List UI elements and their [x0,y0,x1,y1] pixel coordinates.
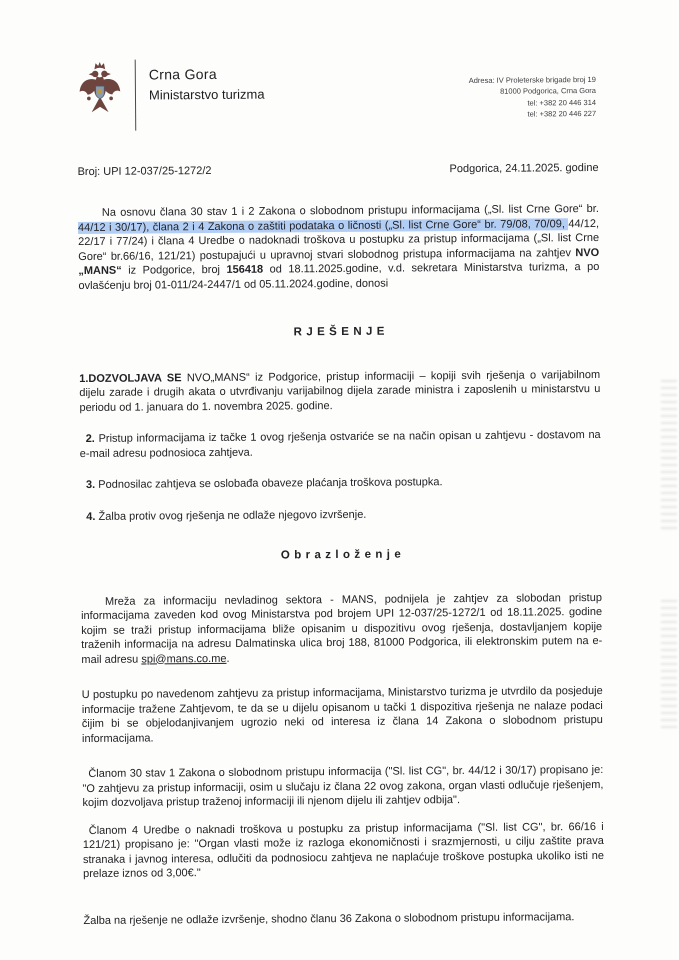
decision-item-text: NVO„MANS“ iz Podgorice, pristup informaciji – kopiji svih rješenja o varijabilnom dijelu zarade i drugih akata o utvrđivanju varijabilnog dijela zarade ministra i zaposlenih u ministarstvu u periodu od 1. januara do 1. novembra 2025. godine. [79,368,601,414]
closing-paragraph: Žalba na rješenje ne odlaže izvršenje, shodno članu 36 Zakona o slobodnom pristupu informacijama. [83,910,575,927]
requester-name: NVO „MANS“ [78,246,600,278]
decision-item-number: 2. [85,432,95,445]
explanation-heading: O b r a z l o ž e n j e [280,548,402,562]
decision-item-text: Pristup informacijama iz tačke 1 ovog rješenja ostvariće se na način opisan u zahtjevu - dostavom na e-mail adresu podnosioca zahtjeva. [79,428,601,460]
intro-run: od 18.11.2025.godine, v.d. sekretara Ministarstva turizma, a po ovlašćenju broj 01-011/24-2447/1 od 05.11.2024.godine, donosi [78,260,600,292]
intro-paragraph [78,202,600,293]
letterhead-divider [135,60,137,131]
decision-item-text: Podnosilac zahtjeva se oslobađa obaveze plaćanja troškova postupka. [95,476,443,491]
document-meta-row [78,162,599,178]
explanation-paragraph-4: Članom 4 Uredbe o naknadi troškova u postupku za pristup informacijama ("Sl. list CG", br. 66/16 i 121/21) propisano je: "Organ vlasti može iz razloga ekonomičnosti i srazmjernosti, u cilju zaštite prava stranaka i javnog interesa, odlučiti da podnosiocu zahtjeva ne naplaćuje troškove postupka ukoliko isti ne prelaze iznos od 3,00€." [82,820,605,881]
explanation-paragraph-3: Članom 30 stav 1 Zakona o slobodnom pristupu informacija ("Sl. list CG", br. 44/12 i 30/17) propisano je: "O zahtjevu za pristup informaciji, osim u slučaju iz člana 22 ovog zakona, organ vlasti odlučuje rješenjem, kojim dozvoljava pristup traženoj informaciji ili njenom dijelu ili zahtjev odbija". [82,763,604,810]
decision-item-number: 3. [85,478,96,491]
letterhead [77,56,599,140]
explanation-paragraph-2: U postupku po navedenom zahtjevu za pristup informacijama, Ministarstvo turizma je utvrdilo da posjeduje informacije tražene Zahtjevom, te da se u dijelu opisanom u tački 1 dispozitiva rješenja ne nalaze podaci čijim bi se objelodanjivanjem ugrozio neki od interesa iz člana 14 Zakona o slobodnom pristupu informacijama. [81,684,603,745]
decision-item-number: 4. [86,510,96,523]
intro-run: Na osnovu člana 30 stav 1 i 2 Zakona o slobodnom pristupu informacijama („Sl. list Crne Gore“ br. [101,202,599,219]
request-number: 156418 [226,263,264,276]
place-and-date: Podgorica, 24.11.2025. godine [449,161,599,176]
email-link[interactable]: spi@mans.co.me [141,652,227,666]
explanation-run: . [226,652,230,665]
phone-line: tel: +382 20 446 314 [527,97,597,108]
country-name: Crna Gora [148,65,217,83]
montenegro-coat-of-arms-icon [77,60,124,131]
decision-item-2 [80,428,601,461]
explanation-run: Mreža za informaciju nevladinog sektora - MANS, podnijela je zahtjev za slobodan pristup informacijama zaveden kod ovog Ministarstva pod brojem UPI 12-037/25-1272/1 od 18.11.2025. godine kojim se traži pristup informacijama bliže opisanim u dispozitivu ovog rješenja, dostavljanjem kopije traženih informacija na adresu Dalmatinska ulica broj 188, 81000 Podgorica, ili elektronskim putem na e-mail adresu [81,591,603,666]
decision-item-number: 1.DOZVOLJAVA SE [79,371,182,385]
ministry-name: Ministarstvo turizma [148,86,265,103]
ruling-heading: R J E Š E N J E [293,325,386,339]
decision-item-4 [80,505,601,524]
org-block [149,59,265,103]
address-block [469,74,597,120]
decision-item-1 [79,367,600,415]
selected-text: 44/12 i 30/17), člana 2 i 4 Zakona o zaštiti podataka o ličnosti („Sl. list Crne Gore“ br. 79/08, 70/09, [77,217,569,234]
decision-item-text: Žalba protiv ovog rješenja ne odlaže njegovo izvršenje. [95,508,367,523]
decision-item-3 [80,474,601,493]
explanation-paragraph-1 [81,590,603,667]
intro-run: iz Podgorice, broj [121,263,227,277]
phone-line: tel: +382 20 446 227 [527,108,597,119]
intro-run: 44/12, 22/17 i 77/24) i člana 4 Uredbe o nadoknadi troškova u postupku za pristup informacijama („Sl. list Crne Gore“ br.66/16, 121/21) postupajući u upravnoj stvari slobodnog pristupa informacijama na zahtjev [78,217,600,263]
address-line: Adresa: IV Proleterske brigade broj 19 [468,74,596,85]
address-line: 81000 Podgorica, Crna Gora [500,86,596,96]
document-number: Broj: UPI 12-037/25-1272/2 [77,164,212,179]
